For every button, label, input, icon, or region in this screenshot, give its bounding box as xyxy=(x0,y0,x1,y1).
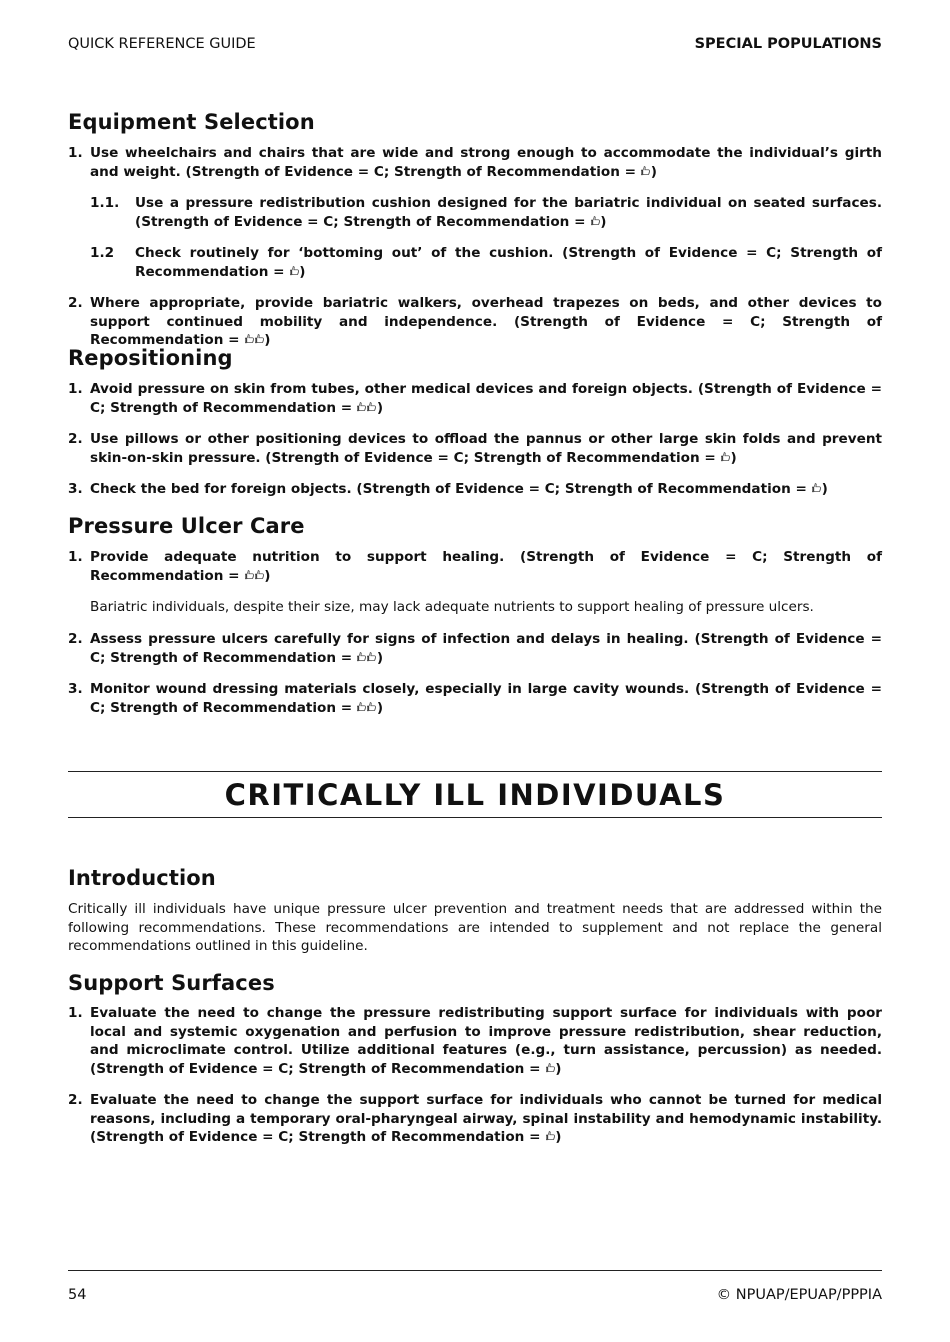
repositioning-item-2: 2. Use pillows or other positioning devices to offload the pannus or other large skin folds and prevent skin-on-skin pressure. (Strength of Evidence = C; Strength of Recommendation = ) xyxy=(68,431,882,466)
thumbs-up-icon xyxy=(245,334,254,345)
ulcer-care-item-3: 3. Monitor wound dressing materials closely, especially in large cavity wounds. (Strength of Evidence = C; Strength of Recommendation = ) xyxy=(68,681,882,716)
repositioning-heading: Repositioning xyxy=(68,346,233,370)
thumbs-up-icon xyxy=(290,266,299,277)
section-title: CRITICALLY ILL INDIVIDUALS xyxy=(224,778,726,812)
thumbs-up-icon xyxy=(546,1063,555,1074)
thumbs-up-icon xyxy=(546,1131,555,1142)
ulcer-care-note: Bariatric individuals, despite their size, may lack adequate nutrients to support healing of pressure ulcers. xyxy=(90,599,814,615)
header-section-title: SPECIAL POPULATIONS xyxy=(694,36,882,52)
copyright: © NPUAP/EPUAP/PPPIA xyxy=(716,1287,882,1303)
thumbs-up-icon xyxy=(357,652,366,663)
thumbs-up-icon xyxy=(367,702,376,713)
thumbs-up-icon xyxy=(255,570,264,581)
thumbs-up-icon xyxy=(641,166,650,177)
equipment-item-1-2: 1.2 Check routinely for ‘bottoming out’ of the cushion. (Strength of Evidence = C; Strength of Recommendation = ) xyxy=(90,245,882,280)
support-item-2: 2. Evaluate the need to change the support surface for individuals who cannot be turned for medical reasons, including a temporary oral-pharyngeal airway, spinal instability and hemodynamic instability. (Strength of Evidence = C; Strength of Recommendation = ) xyxy=(68,1092,882,1145)
thumbs-up-icon xyxy=(255,334,264,345)
equipment-item-1: 1. Use wheelchairs and chairs that are wide and strong enough to accommodate the individual’s girth and weight. (Strength of Evidence = C; Strength of Recommendation = ) xyxy=(68,145,882,180)
footer xyxy=(68,1287,882,1303)
section-rule-top xyxy=(68,771,882,772)
repositioning-item-3: 3. Check the bed for foreign objects. (Strength of Evidence = C; Strength of Recommendation = ) xyxy=(68,481,828,497)
thumbs-up-icon xyxy=(245,570,254,581)
equipment-item-2: 2. Where appropriate, provide bariatric walkers, overhead trapezes on beds, and other devices to support continued mobility and independence. (Strength of Evidence = C; Strength of Recommendation = ) xyxy=(68,295,882,348)
introduction-text: Critically ill individuals have unique pressure ulcer prevention and treatment needs that are addressed within the following recommendations. These recommendations are intended to supplement and not replace the general recommendations outlined in this guideline. xyxy=(68,901,882,954)
equipment-heading: Equipment Selection xyxy=(68,110,315,134)
thumbs-up-icon xyxy=(812,483,821,494)
thumbs-up-icon xyxy=(721,452,730,463)
section-rule-bottom xyxy=(68,817,882,818)
repositioning-item-1: 1. Avoid pressure on skin from tubes, other medical devices and foreign objects. (Strength of Evidence = C; Strength of Recommendation = ) xyxy=(68,381,882,416)
thumbs-up-icon xyxy=(357,402,366,413)
ulcer-care-heading: Pressure Ulcer Care xyxy=(68,514,305,538)
introduction-heading: Introduction xyxy=(68,866,216,890)
running-header xyxy=(68,36,882,52)
equipment-item-1-1: 1.1. Use a pressure redistribution cushion designed for the bariatric individual on seated surfaces. (Strength of Evidence = C; Strength of Recommendation = ) xyxy=(90,195,882,230)
thumbs-up-icon xyxy=(367,652,376,663)
ulcer-care-item-2: 2. Assess pressure ulcers carefully for signs of infection and delays in healing. (Strength of Evidence = C; Strength of Recommendation = ) xyxy=(68,631,882,666)
thumbs-up-icon xyxy=(591,216,600,227)
support-item-1: 1. Evaluate the need to change the pressure redistributing support surface for individuals with poor local and systemic oxygenation and perfusion to improve pressure redistribution, shear reduction, and microclimate control. Utilize additional features (e.g., turn assistance, percussion) as needed. (Strength of Evidence = C; Strength of Recommendation = ) xyxy=(68,1005,882,1077)
ulcer-care-item-1: 1. Provide adequate nutrition to support healing. (Strength of Evidence = C; Strength of Recommendation = ) xyxy=(68,549,882,584)
footer-rule xyxy=(68,1270,882,1271)
page-number: 54 xyxy=(68,1287,87,1303)
support-heading: Support Surfaces xyxy=(68,971,275,995)
thumbs-up-icon xyxy=(367,402,376,413)
thumbs-up-icon xyxy=(357,702,366,713)
header-guide-title: QUICK REFERENCE GUIDE xyxy=(68,36,256,52)
